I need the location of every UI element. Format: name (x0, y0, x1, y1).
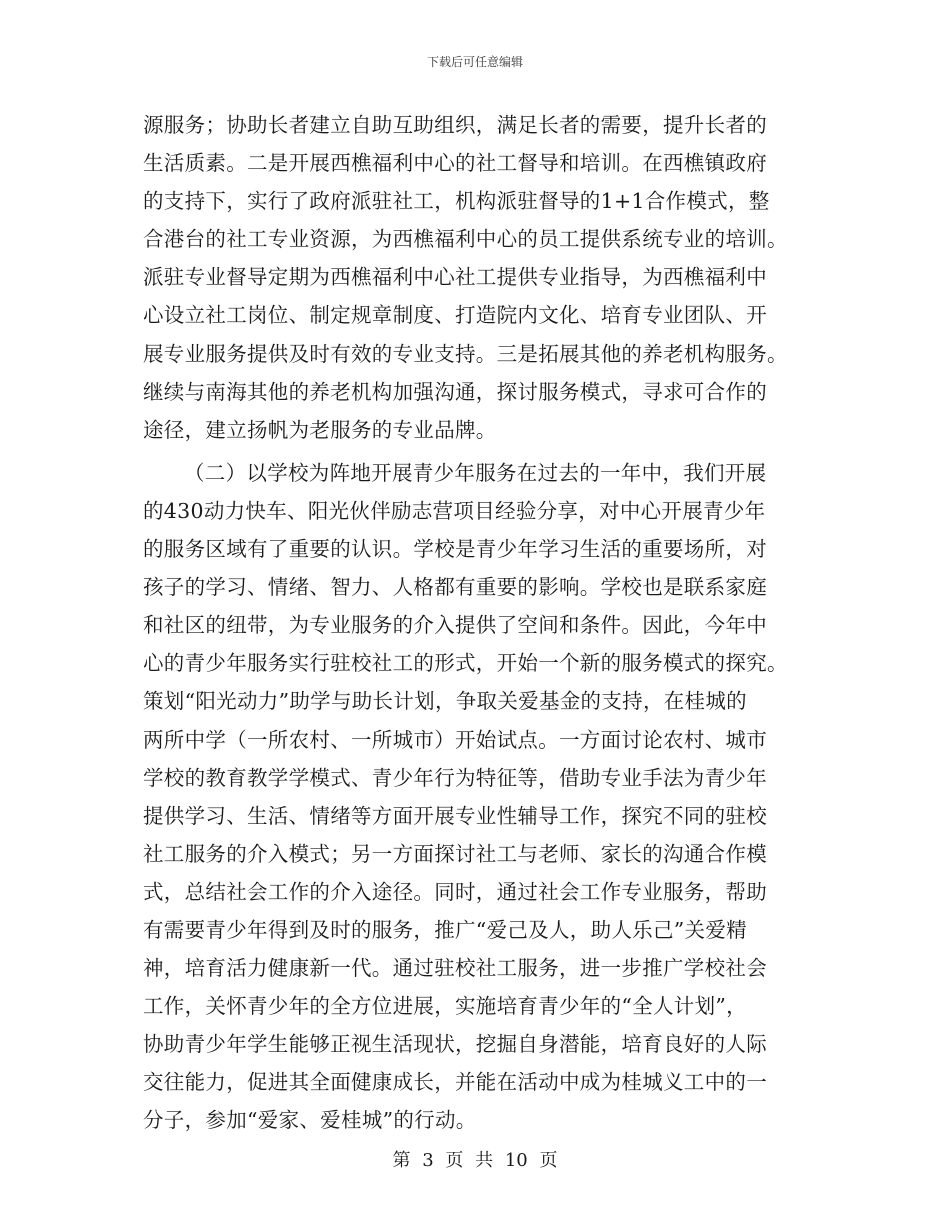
text-line: 社工服务的介入模式；另一方面探讨社工与老师、家长的沟通合作模 (143, 841, 767, 866)
text-line: 和社区的纽带，为专业服务的介入提供了空间和条件。因此，今年中 (143, 613, 767, 638)
text-line: 有需要青少年得到及时的服务，推广“爱己及人，助人乐己”关爱精 (143, 917, 747, 942)
page-number-footer: 第 3 页 共 10 页 (392, 1150, 558, 1171)
text-line: 的430动力快车、阳光伙伴励志营项目经验分享，对中心开展青少年 (143, 498, 766, 523)
text-line: 途径，建立扬帆为老服务的专业品牌。 (143, 417, 497, 442)
text-line: 源服务；协助长者建立自助互助组织，满足长者的需要，提升长者的 (143, 113, 767, 137)
text-line: 合港台的社工专业资源，为西樵福利中心的员工提供系统专业的培训。 (143, 227, 788, 252)
text-line: 心的青少年服务实行驻校社工的形式，开始一个新的服务模式的探究。 (143, 651, 788, 676)
document-body (143, 106, 808, 1140)
text-line: 交往能力，促进其全面健康成长，并能在活动中成为桂城义工中的一 (143, 1070, 767, 1095)
text-line: 式，总结社会工作的介入途径。同时，通过社会工作专业服务，帮助 (143, 879, 767, 904)
paragraph-start-line: （二）以学校为阵地开展青少年服务在过去的一年中，我们开展 (184, 460, 767, 485)
text-line: 工作，关怀青少年的全方位进展，实施培育青少年的“全人计划”， (143, 994, 747, 1019)
page-header: 下载后可任意编辑 (426, 55, 523, 69)
text-line: 分子，参加“爱家、爱桂城”的行动。 (143, 1108, 477, 1133)
text-line: 协助青少年学生能够正视生活现状，挖掘自身潜能，培育良好的人际 (143, 1032, 767, 1057)
text-line: 学校的教育教学学模式、青少年行为特征等，借助专业手法为青少年 (143, 765, 767, 790)
text-line: 展专业服务提供及时有效的专业支持。三是拓展其他的养老机构服务。 (143, 341, 788, 366)
text-line: 继续与南海其他的养老机构加强沟通，探讨服务模式，寻求可合作的 (143, 379, 767, 404)
text-line: 派驻专业督导定期为西樵福利中心社工提供专业指导，为西樵福利中 (143, 265, 767, 290)
text-line: 策划“阳光动力”助学与助长计划，争取关爱基金的支持，在桂城的 (143, 689, 747, 714)
text-line: 两所中学（一所农村、一所城市）开始试点。一方面讨论农村、城市 (143, 727, 767, 752)
text-line: 的支持下，实行了政府派驻社工，机构派驻督导的1+1合作模式，整 (143, 189, 770, 214)
text-line: 神，培育活力健康新一代。通过驻校社工服务，进一步推广学校社会 (143, 956, 767, 981)
text-line: 生活质素。二是开展西樵福利中心的社工督导和培训。在西樵镇政府 (143, 151, 767, 176)
text-line: 提供学习、生活、情绪等方面开展专业性辅导工作，探究不同的驻校 (143, 803, 767, 828)
text-line: 孩子的学习、情绪、智力、人格都有重要的影响。学校也是联系家庭 (143, 575, 767, 600)
text-line: 的服务区域有了重要的认识。学校是青少年学习生活的重要场所，对 (143, 537, 767, 562)
text-line: 心设立社工岗位、制定规章制度、打造院内文化、培育专业团队、开 (143, 303, 767, 328)
